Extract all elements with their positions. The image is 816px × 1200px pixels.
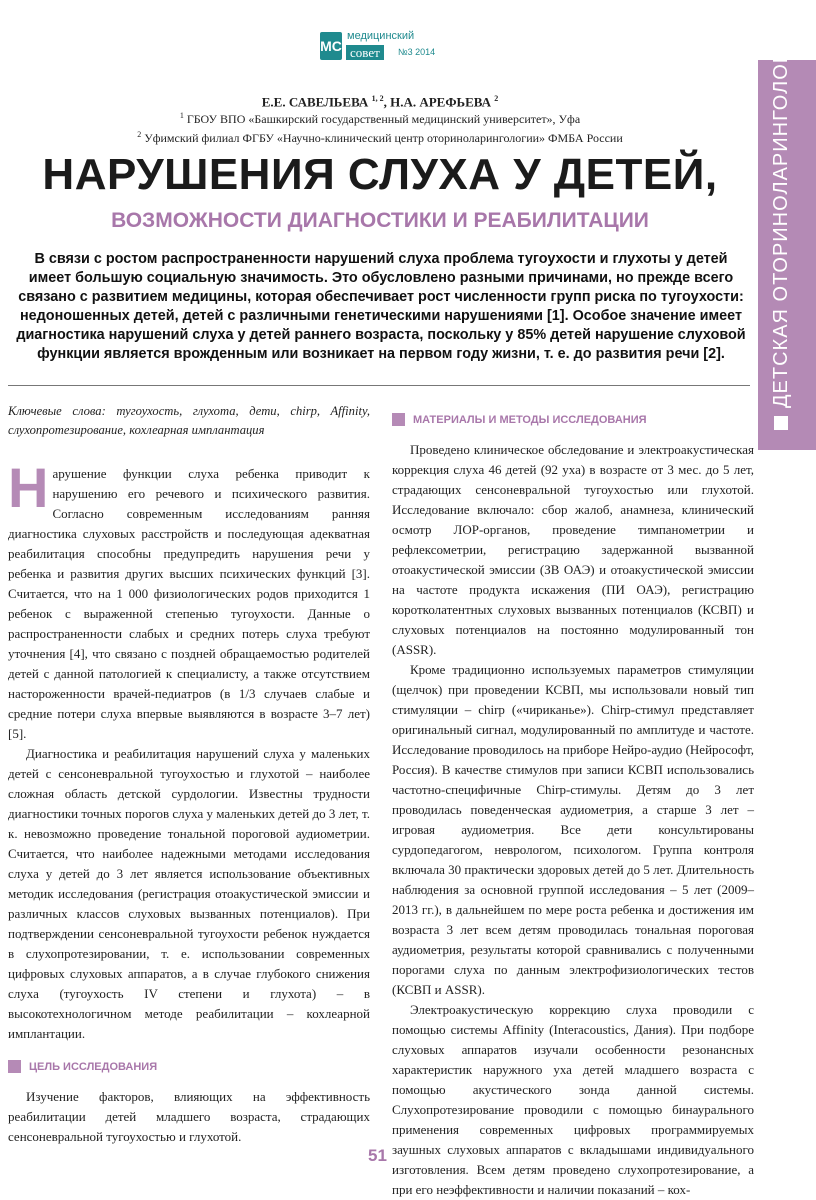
section-sidebar — [758, 20, 816, 450]
author-2-affil: 2 — [494, 94, 499, 103]
article-subtitle: ВОЗМОЖНОСТИ ДИАГНОСТИКИ И РЕАБИЛИТАЦИИ — [111, 209, 649, 232]
square-icon — [392, 413, 405, 426]
logo-mark: MC — [320, 32, 342, 60]
logo-line2: совет — [346, 45, 384, 60]
paragraph: Кроме традиционно используемых параметров стимуляции (щелчок) при проведении КСВП, мы использовали новый тип стимуляции – chirp («чириканье»). Chirp-стимул представляет оригинальный сигнал, модулированный по амплитуде и частоте. Исследование проводилось на приборе Нейро-аудио (Нейрософт, Россия). В качестве стимулов при записи КСВП использовались частотно-специфичные Chirp-стимулы. Детям до 3 лет проводилась поведенческая аудиометрия, а старше 3 лет – игровая аудиометрия. Все дети консультированы сурдопедагогом, неврологом, психологом. Группа контроля включала 30 практически здоровых детей до 5 лет. Длительность наблюдения за основной группой исследования – 5 лет (2009–2013 гг.), в дальнейшем по мере роста ребенка и достижения им возраста 3 лет всем детям проводилась тональная пороговая аудиометрия, результаты которой сравнивались с полученными порогами слуха по данным электрофизиологических тестов (КСВП и ASSR). — [392, 662, 754, 997]
affiliation-1-num: 1 — [179, 111, 184, 120]
paragraph: Диагностика и реабилитация нарушений слуха у маленьких детей с сенсоневральной тугоухостью и глухотой – наиболее сложная область детской сурдологии. Известны трудности диагностики точных порогов слуха у маленьких детей до 3 лет, т. к. невозможно проведение тональной пороговой аудиометрии. Считается, что наиболее надежными методами исследования слуха у детей до 3 лет является использование объективных методик исследования (регистрация отоакустической эмиссии и различных классов слуховых вызванных потенциалов). При подтверждении сенсоневральной тугоухости ребенок нуждается в слухопротезировании, т. е. использовании современных цифровых слуховых аппаратов, а в случае глубокого снижения слуха (тугоухость IV степени и глухота) – в высокотехнологичном методе реабилитации – кохлеарной имплантации. — [8, 746, 371, 1041]
affiliation-2 — [0, 130, 760, 146]
right-column — [392, 413, 754, 1200]
square-icon — [774, 416, 788, 430]
affiliation-1 — [0, 111, 760, 127]
author-1-affil: 1, 2 — [371, 94, 384, 103]
section-heading-text: ЦЕЛЬ ИССЛЕДОВАНИЯ — [29, 1060, 158, 1073]
drop-cap: Н — [8, 456, 49, 519]
keywords: Ключевые слова: тугоухость, глухота, дети, chirp, Affinity, слухопротезирование, кохлеарная имплантация — [8, 404, 370, 437]
affiliation-1-text: ГБОУ ВПО «Башкирский государственный медицинский университет», Уфа — [186, 112, 581, 126]
author-1: Е.Е. САВЕЛЬЕВА — [261, 94, 369, 110]
sidebar-label — [770, 20, 793, 430]
paragraph: Электроакустическую коррекцию слуха проводили с помощью системы Affinity (Interacoustics, Дания). При подборе слуховых аппаратов изучали особенности резонансных характеристик наружного уха детей младшего возраста с помощью акустического зонда данной системы. Слухопротезирование проводили с помощью бинаурального применения современных цифровых программируемых заушных слуховых аппаратов с вкладышами индивидуального изготовления. Всем детям проведено слухопротезирование, а при его неэффективности и наличии показаний – кох- — [392, 1002, 754, 1197]
sidebar-text: ДЕТСКАЯ ОТОРИНОЛАРИНГОЛОГИЯ — [770, 20, 792, 408]
affiliation-2-text: Уфимский филиал ФГБУ «Научно-клинический центр оториноларингологии» ФМБА России — [144, 131, 623, 145]
intro-text: арушение функции слуха ребенка приводит к нарушению его речевого и психического развития. Согласно современным исследованиям ранняя диагностика слуховых расстройств и последующая адекватная реабилитация способны предупредить нарушения речи у ребенка и развития других высших психических функций [3]. Считается, что на 1 000 физиологических родов приходится 1 ребенок с выраженной степенью тугоухости. Данные о распространенности слабых и средних потерь слуха требуют уточнения [4], что связано с поздней обращаемостью родителей детей с данной патологией к специалисту, а также отсутствием настороженности врачей-педиатров (в 1/3 случаев слабые и средние потери слуха впервые выявляются в возрасте 3–7 лет) [5]. — [8, 466, 370, 741]
section-heading-text: МАТЕРИАЛЫ И МЕТОДЫ ИССЛЕДОВАНИЯ — [413, 413, 647, 426]
article-title: НАРУШЕНИЯ СЛУХА У ДЕТЕЙ, — [42, 150, 718, 199]
author-separator: , — [383, 94, 391, 110]
author-2: Н.А. АРЕФЬЕВА — [390, 94, 491, 110]
affiliation-2-num: 2 — [137, 130, 142, 139]
authors — [0, 94, 760, 110]
page-number: 51 — [368, 1146, 387, 1165]
intro-paragraph — [8, 456, 370, 744]
divider — [8, 385, 750, 386]
logo-line1: медицинский — [347, 30, 415, 42]
logo-issue: №3 2014 — [398, 47, 436, 57]
paragraph: Изучение факторов, влияющих на эффективность реабилитации детей младшего возраста, страдающих сенсоневральной тугоухостью и глухотой. — [8, 1089, 370, 1144]
section-heading-methods — [392, 413, 754, 426]
abstract: В связи с ростом распространенности нарушений слуха проблема тугоухости и глухоты у детей имеет большую социальную значимость. Это обусловлено разными причинами, но прежде всего связано с развитием медицины, которая обеспечивает рост численности групп риска по тугоухости: недоношенных детей, детей с различными генетическими нарушениями [1]. Особое значение имеет диагностика нарушений слуха у детей раннего возраста, поскольку у 85% детей нарушение слуховой функции является врожденным или возникает на первом году жизни, т. е. до развития речи [2]. — [16, 251, 746, 362]
journal-logo — [320, 26, 440, 64]
square-icon — [8, 1060, 21, 1073]
paragraph: Проведено клиническое обследование и электроакустическая коррекция слуха 46 детей (92 уха) в возрасте от 3 мес. до 5 лет, страдающих сенсоневральной тугоухостью или глухотой. Исследование включало: сбор жалоб, анамнеза, клинический осмотр ЛОР-органов, проведение тимпанометрии и рефлексометрии, регистрацию задержанной вызванной отоакустической эмиссии (ЗВ ОАЭ) и отоакустической эмиссии на частоте продукта искажения (ПИ ОАЭ), регистрацию коротколатентных слуховых вызванных потенциалов (КСВП) и слуховых потенциалов на постоянно модулированный тон (ASSR). — [392, 442, 754, 657]
left-column — [8, 402, 370, 1147]
section-heading-goal — [8, 1060, 370, 1073]
